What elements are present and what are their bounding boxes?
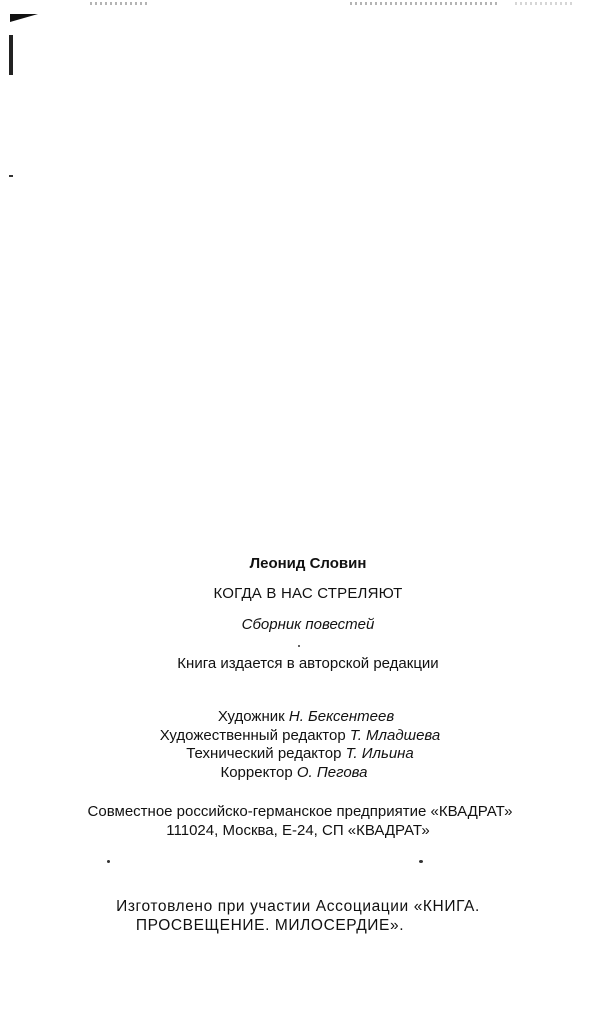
scan-noise xyxy=(90,2,150,5)
credit-role: Художник xyxy=(217,708,285,725)
association-line-1: Изготовлено при участии Ассоциации «КНИГА. xyxy=(116,898,480,915)
author-name: Леонид Словин xyxy=(249,555,367,572)
publisher-line: Совместное российско-германское предприятие «КВАДРАТ» xyxy=(87,803,513,820)
credit-tech-editor xyxy=(0,745,600,764)
credit-art-editor xyxy=(0,727,600,746)
credit-role: Корректор xyxy=(220,763,293,781)
edition-note: Книга издается в авторской редакции xyxy=(177,655,439,672)
scan-speck xyxy=(107,860,110,863)
credits-list xyxy=(0,708,600,782)
credit-person: О. Пегова xyxy=(296,763,368,781)
credit-person: Н. Бексентеев xyxy=(288,708,395,725)
scan-speck xyxy=(419,860,423,863)
scan-speck xyxy=(298,645,300,647)
credit-person: Т. Ильина xyxy=(345,745,414,762)
credit-role: Технический редактор xyxy=(186,745,342,762)
scan-noise xyxy=(350,2,500,5)
publisher-address: 111024, Москва, Е-24, СП «КВАДРАТ» xyxy=(166,822,430,839)
association-line-2: ПРОСВЕЩЕНИЕ. МИЛОСЕРДИЕ». xyxy=(135,917,405,934)
book-subtitle: Сборник повестей xyxy=(241,616,375,633)
scan-edge-shadow xyxy=(9,35,13,1010)
credit-person: Т. Младшева xyxy=(349,726,441,744)
credit-proofreader xyxy=(0,764,600,783)
scan-corner-mark xyxy=(10,14,38,22)
credit-role: Художественный редактор xyxy=(159,726,346,744)
scan-noise xyxy=(515,2,575,5)
book-title: КОГДА В НАС СТРЕЛЯЮТ xyxy=(213,585,403,602)
credit-artist xyxy=(12,708,600,727)
